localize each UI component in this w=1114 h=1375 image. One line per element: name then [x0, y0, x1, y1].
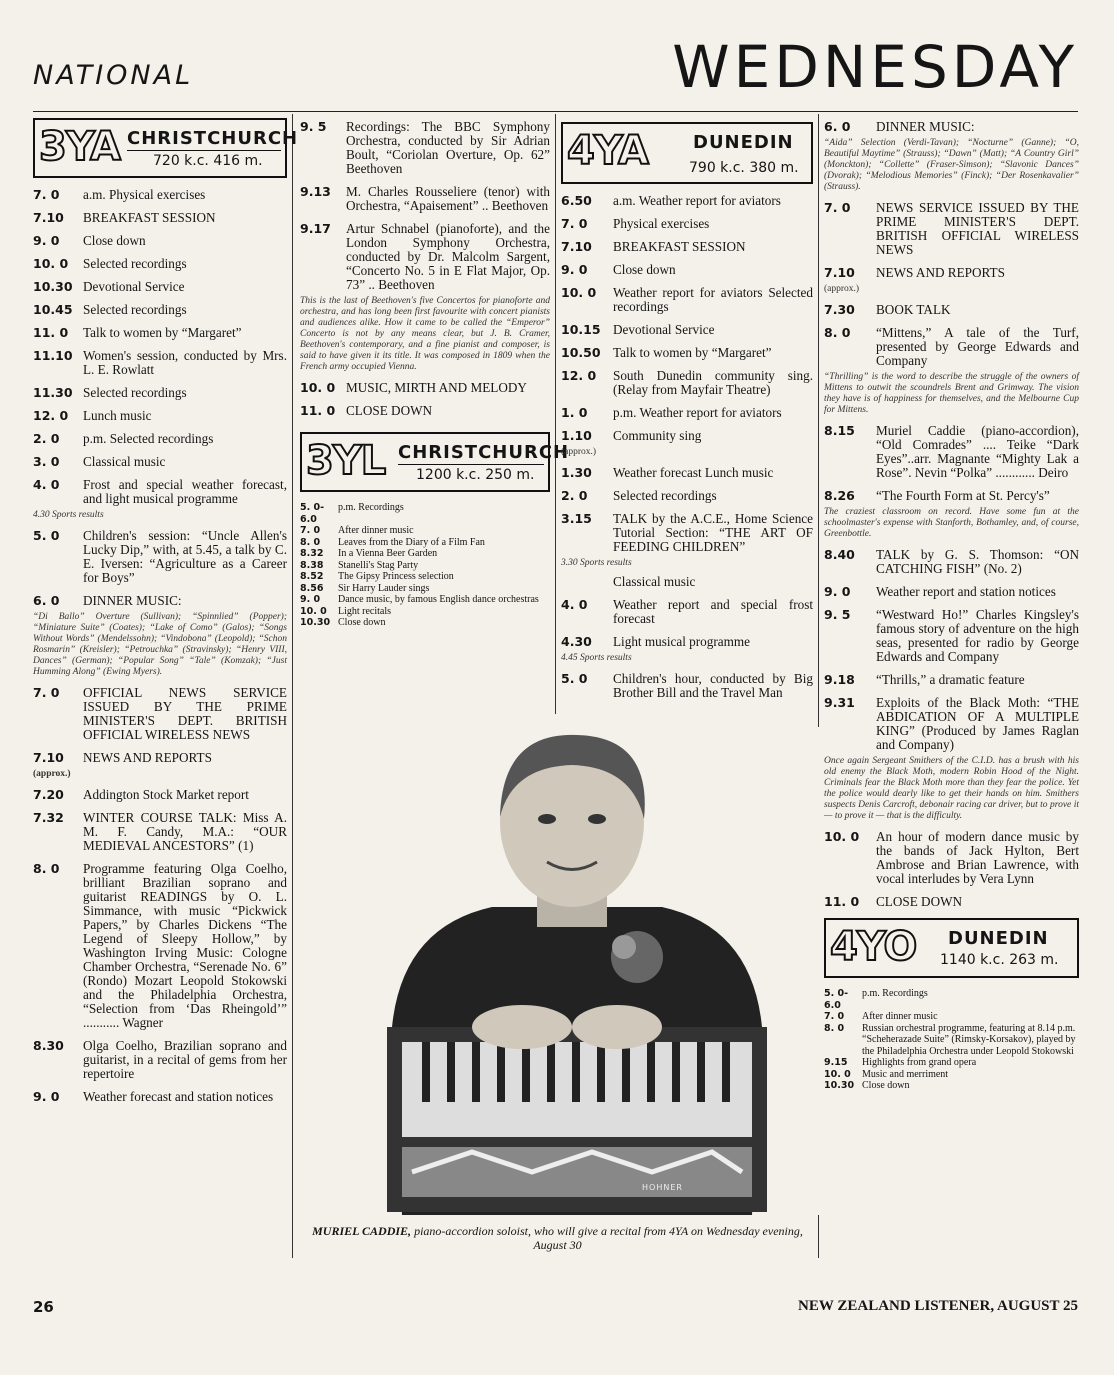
program-time: 6. 0 — [33, 593, 60, 608]
program-title: a.m. Physical exercises — [83, 187, 206, 202]
station-city: DUNEDIN — [693, 132, 794, 153]
approx-note: (approx.) — [824, 284, 860, 294]
program-title: Leaves from the Diary of a Film Fan — [338, 536, 485, 548]
program-title: Weather report and station notices — [876, 584, 1056, 599]
column-4ya-continued — [824, 120, 1079, 1092]
program-entry — [561, 217, 813, 231]
program-entry — [561, 672, 813, 700]
program-time: 4. 0 — [33, 477, 60, 492]
program-time: 8.30 — [33, 1038, 64, 1053]
program-entry — [33, 257, 287, 271]
program-list — [824, 201, 1079, 280]
muriel-caddie-photo — [332, 727, 820, 1215]
column-divider — [555, 114, 556, 714]
program-entry — [33, 751, 287, 765]
program-time: 11. 0 — [33, 325, 69, 340]
program-entry — [33, 386, 287, 400]
program-time: 10. 0 — [33, 256, 69, 271]
program-entry — [561, 429, 813, 443]
program-time: 10.50 — [561, 345, 601, 360]
station-box-3ya — [33, 118, 299, 178]
program-time: 7.10 — [824, 265, 855, 280]
program-entry — [33, 1039, 287, 1081]
program-entry — [824, 266, 1079, 280]
program-time: 10. 0 — [824, 1068, 851, 1080]
program-entry — [300, 381, 550, 395]
program-entry — [561, 240, 813, 254]
program-time: 8.38 — [300, 559, 324, 571]
program-time: 7.30 — [824, 302, 855, 317]
program-entry — [33, 303, 287, 317]
program-time: 9.18 — [824, 672, 855, 687]
small-program-entry — [300, 594, 550, 606]
program-time: 11. 0 — [824, 894, 860, 909]
program-time: 8. 0 — [824, 1022, 845, 1034]
program-time: 8. 0 — [300, 536, 321, 548]
program-title: p.m. Recordings — [338, 502, 404, 513]
program-title: Programme featuring Olga Coelho, brilliant Brazilian soprano and guitarist READINGS by O. L. Simmance, with music “Pickwick Papers,” by Charles Dickens “The Legend of Sleepy Hollow,” by Washington Irving Music: Cologne Chamber Orchestra, “Serenade No. 6” (Rondo) Mozart Leopold Stokowski and the Philadelphia Orchestra, “Selection from ‘Das Rheingold’” ........... Wagner — [83, 861, 287, 1030]
program-title: Women's session, conducted by Mrs. L. E. Rowlatt — [83, 348, 287, 377]
program-title: Close down — [338, 617, 386, 628]
program-time: 7.10 — [33, 210, 64, 225]
program-time: 3. 0 — [33, 454, 60, 469]
program-time: 8.26 — [824, 488, 855, 503]
header-rule — [33, 111, 1078, 112]
program-title: CLOSE DOWN — [346, 403, 433, 418]
program-time: 9.13 — [300, 184, 331, 199]
program-entry — [33, 326, 287, 340]
program-time: 8.32 — [300, 548, 324, 559]
program-time: 10. 0 — [561, 285, 597, 300]
program-time: 10.30 — [824, 1080, 855, 1091]
dinner-music-note: “Di Ballo” Overture (Sullivan); “Spinnlied” (Popper); “Miniature Suite” (Coates); “Lake of Como” (Galos); “Songs Without Words” (Mendelssohn); “Vindobona” (Leopold); “Schon Rosmarin” (Kreisler); “Petrouchka” (Stravinsky); “Henry VIII, Dances” (German); “Popular Song” “Tale” (Komzak); “Just Humming Along” (Ewing Myers). — [33, 612, 287, 677]
program-list — [824, 303, 1079, 368]
program-time: 11.30 — [33, 385, 73, 400]
program-entry — [33, 211, 287, 225]
program-time: 12. 0 — [561, 368, 597, 383]
station-rule — [127, 150, 281, 151]
station-callsign: 3YA — [39, 124, 120, 170]
program-time: 5. 0 — [33, 528, 60, 543]
program-entry — [33, 234, 287, 248]
small-program-entry — [824, 988, 1079, 1011]
program-title: Exploits of the Black Moth: “THE ABDICATION OF A MULTIPLE KING” (Produced by James Raglan and Company) — [876, 695, 1079, 752]
program-entry — [824, 201, 1079, 257]
column-4ya — [561, 122, 813, 709]
publication-line: NEW ZEALAND LISTENER, AUGUST 25 — [798, 1298, 1078, 1314]
program-time: 9. 5 — [300, 119, 327, 134]
program-title: M. Charles Rousseliere (tenor) with Orchestra, “Apaisement” .. Beethoven — [346, 184, 550, 213]
day-heading: WEDNESDAY — [672, 33, 1078, 101]
program-title: “Mittens,” A tale of the Turf, presented by George Edwards and Company — [876, 325, 1079, 368]
program-title: Weather report and special frost forecast — [613, 597, 813, 626]
program-time: 8. 0 — [33, 861, 60, 876]
program-title: WINTER COURSE TALK: Miss A. M. F. Candy, M.A.: “OUR MEDIEVAL ANCESTORS” (1) — [83, 810, 287, 853]
small-program-entry — [300, 548, 550, 560]
program-time: 7.10 — [561, 239, 592, 254]
program-entry — [824, 895, 1079, 909]
program-list — [33, 188, 287, 506]
program-list — [33, 529, 287, 608]
program-title: Close down — [862, 1080, 910, 1091]
station-frequency: 1200 k.c. 250 m. — [416, 467, 535, 483]
small-program-entry — [300, 502, 550, 525]
program-list — [561, 194, 813, 443]
program-entry — [824, 608, 1079, 664]
approx-note: (approx.) — [561, 447, 597, 457]
small-program-entry — [300, 606, 550, 618]
program-entry — [300, 404, 550, 418]
station-rule — [398, 464, 544, 465]
concerto-note: This is the last of Beethoven's five Concertos for pianoforte and orchestra, and has long been first favourite with concert pianists and audiences alike. How it came to be called the “Emperor” Concerto is not by any means clear, but J. B. Cramer, Beethoven's contemporary, and a fine pianist and composer, is said to have given it its title. It was composed in 1809 when the French army occupied Vienna. — [300, 296, 550, 372]
caption-text: piano-accordion soloist, who will give a recital from 4YA on Wednesday evening, August 30 — [414, 1224, 803, 1252]
program-title: p.m. Weather report for aviators — [613, 405, 782, 420]
program-title: “Westward Ho!” Charles Kingsley's famous story of adventure on the high seas, presented for radio by George Edwards and Company — [876, 607, 1079, 664]
small-program-entry — [824, 1011, 1079, 1023]
program-time: 5. 0-6.0 — [300, 502, 325, 525]
sports-note: 3.30 Sports results — [561, 558, 632, 568]
program-title: Weather forecast and station notices — [83, 1089, 274, 1104]
program-title: CLOSE DOWN — [876, 894, 963, 909]
station-city: DUNEDIN — [948, 928, 1049, 949]
small-program-entry — [300, 560, 550, 572]
program-title: Russian orchestral programme, featuring at 8.14 p.m. “Scheherazade Suite” (Rimsky-Korsakov), played by the Philadelphia Orchestra under Leopold Stokowski — [862, 1022, 1076, 1057]
small-program-entry — [824, 1080, 1079, 1092]
program-time: 6.50 — [561, 193, 592, 208]
column-divider — [292, 114, 293, 1258]
program-title: Recordings: The BBC Symphony Orchestra, conducted by Sir Adrian Boult, “Coriolan Overture, Op. 62” Beethoven — [346, 119, 550, 176]
program-title: Stanelli's Stag Party — [338, 559, 419, 571]
station-box-3yl — [300, 432, 570, 492]
program-entry — [33, 455, 287, 469]
program-title: BREAKFAST SESSION — [613, 239, 746, 254]
program-time: 4.30 — [561, 634, 592, 649]
program-title: Talk to women by “Margaret” — [83, 325, 242, 340]
program-title: OFFICIAL NEWS SERVICE ISSUED BY THE PRIME MINISTER'S DEPT. BRITISH OFFICIAL WIRELESS NEWS — [83, 685, 287, 742]
program-title: The Gipsy Princess selection — [338, 571, 454, 582]
program-time: 9. 0 — [300, 594, 321, 605]
program-title: Selected recordings — [83, 385, 187, 400]
program-title: Children's session: “Uncle Allen's Lucky Dip,” with, at 5.45, a talk by C. E. Iversen: “Agriculture as a Career for Boys” — [83, 528, 287, 585]
program-list — [33, 686, 287, 765]
small-program-entry — [300, 617, 550, 629]
program-time: 2. 0 — [33, 431, 60, 446]
program-entry — [561, 194, 813, 208]
program-time: 7. 0 — [300, 525, 321, 536]
program-time: 9.15 — [824, 1057, 848, 1068]
program-time: 9. 0 — [33, 233, 60, 248]
program-title: TALK by G. S. Thomson: “ON CATCHING FISH” (No. 2) — [876, 547, 1079, 576]
program-title: Highlights from grand opera — [862, 1057, 977, 1068]
program-time: 12. 0 — [33, 408, 69, 423]
program-list — [561, 466, 813, 554]
program-time: 10.15 — [561, 322, 601, 337]
program-time: 8. 0 — [824, 325, 851, 340]
program-time: 7. 0 — [561, 216, 588, 231]
program-title: An hour of modern dance music by the bands of Jack Hylton, Bert Ambrose and Brian Lawrence, with vocal interludes by Vera Lynn — [876, 829, 1079, 886]
photo-illustration — [332, 727, 820, 1215]
black-moth-note: Once again Sergeant Smithers of the C.I.D. has a brush with his old enemy the Black Moth, modern Robin Hood of the Night. Criminals fear the Black Moth more than they fear the police. Yet the police would dearly like to get their hands on him. Smithers suspects Denis Carcroft, debonair racing car driver, but to prove it — to prove it — that is the difficulty. — [824, 756, 1079, 821]
program-title: Lunch music — [83, 408, 152, 423]
program-entry — [561, 369, 813, 397]
program-title: Light recitals — [338, 605, 392, 617]
program-title: Children's hour, conducted by Big Brother Bill and the Travel Man — [613, 671, 813, 700]
program-time: 3.15 — [561, 511, 592, 526]
program-entry — [824, 585, 1079, 599]
approx-note: (approx.) — [33, 769, 71, 779]
program-time: 9.31 — [824, 695, 855, 710]
station-frequency: 1140 k.c. 263 m. — [940, 952, 1059, 968]
program-time: 10. 0 — [300, 605, 327, 617]
program-entry — [824, 120, 1079, 134]
program-time: 9. 0 — [33, 1089, 60, 1104]
dinner-music-note: “Aida” Selection (Verdi-Tavan); “Nocturne” (Ganne); “O, Beautiful Maytime” (Strauss); “Dawn” (Matt); “A Country Girl” (Monckton); “Collette” (Fraser-Simson); “Slavonic Dances” (Dvorak); “Melodious Memories” (Finck); “Der Rosenkavalier” (Strauss). — [824, 138, 1079, 192]
program-time: 11. 0 — [300, 403, 336, 418]
sports-note: 4.30 Sports results — [33, 510, 104, 520]
program-entry — [561, 598, 813, 626]
program-title: Olga Coelho, Brazilian soprano and guitarist, in a recital of gems from her repertoire — [83, 1038, 287, 1081]
program-title: DINNER MUSIC: — [83, 593, 182, 608]
program-entry — [824, 303, 1079, 317]
program-time: 6. 0 — [824, 119, 851, 134]
program-entry — [33, 349, 287, 377]
station-callsign: 4YO — [830, 924, 917, 970]
program-title: MUSIC, MIRTH AND MELODY — [346, 380, 527, 395]
program-entry — [33, 1090, 287, 1104]
program-entry — [561, 466, 813, 480]
program-time: 9. 0 — [561, 262, 588, 277]
program-time: 8.56 — [300, 582, 324, 594]
station-box-4ya — [561, 122, 813, 184]
program-entry — [33, 478, 287, 506]
program-title: Selected recordings — [83, 256, 187, 271]
program-list — [561, 672, 813, 700]
program-time: 7. 0 — [824, 1011, 845, 1022]
program-title: TALK by the A.C.E., Home Science Tutorial Section: “THE ART OF FEEDING CHILDREN” — [613, 511, 813, 554]
program-title: a.m. Weather report for aviators — [613, 193, 781, 208]
program-time: 1.10 — [561, 428, 592, 443]
column-3ya — [33, 118, 299, 1113]
program-time: 8.40 — [824, 547, 855, 562]
program-time: 7. 0 — [824, 200, 851, 215]
program-time: 9. 0 — [824, 584, 851, 599]
small-program-entry — [824, 1023, 1079, 1058]
program-list — [824, 548, 1079, 752]
section-heading: NATIONAL — [33, 60, 194, 91]
program-title: Talk to women by “Margaret” — [613, 345, 772, 360]
program-title: Devotional Service — [83, 279, 185, 294]
program-time: 8.52 — [300, 571, 324, 582]
program-title: In a Vienna Beer Garden — [338, 548, 438, 559]
program-title: Weather report for aviators Selected recordings — [613, 285, 813, 314]
station-box-4yo — [824, 918, 1079, 978]
program-entry — [824, 830, 1079, 886]
program-time: 8.15 — [824, 423, 855, 438]
program-entry — [824, 673, 1079, 687]
program-entry — [33, 188, 287, 202]
program-title: “The Fourth Form at St. Percy's” — [876, 488, 1050, 503]
program-entry — [561, 263, 813, 277]
program-entry — [824, 696, 1079, 752]
mittens-note: “Thrilling” is the word to describe the struggle of the owners of Mittens to outwit the scoundrels Brent and Grimway. The vision they have is of happiness for themselves, and the Melbourne Cup for Mittens. — [824, 372, 1079, 415]
program-entry — [561, 489, 813, 503]
accordion-brand: HOHNER — [642, 1183, 683, 1192]
small-program-entry — [300, 525, 550, 537]
program-list — [300, 120, 550, 292]
program-list — [300, 381, 550, 418]
program-entry — [300, 185, 550, 213]
small-program-list — [824, 988, 1079, 1092]
program-title: BOOK TALK — [876, 302, 951, 317]
fourth-form-note: The craziest classroom on record. Have some fun at the schoolmaster's expense with Stanforth, Bothamley, and, of course, Greenbottle. — [824, 507, 1079, 539]
program-entry — [33, 788, 287, 802]
program-entry — [300, 222, 550, 292]
program-title: DINNER MUSIC: — [876, 119, 975, 134]
program-title: p.m. Recordings — [862, 988, 928, 999]
program-time: 5. 0-6.0 — [824, 988, 849, 1011]
program-title: p.m. Selected recordings — [83, 431, 214, 446]
program-title: Artur Schnabel (pianoforte), and the London Symphony Orchestra, conducted by Dr. Malcolm Sargent, “Concerto No. 5 in E Flat Major, Op. 73” .. Beethoven — [346, 221, 550, 292]
program-title: Addington Stock Market report — [83, 787, 249, 802]
program-entry — [561, 346, 813, 360]
program-title: Close down — [83, 233, 146, 248]
program-time: 5. 0 — [561, 671, 588, 686]
program-entry — [33, 594, 287, 608]
program-title: NEWS AND REPORTS — [83, 750, 212, 765]
program-time: 1.30 — [561, 465, 592, 480]
program-title: After dinner music — [338, 525, 414, 536]
program-entry — [33, 811, 287, 853]
program-time: 7.32 — [33, 810, 64, 825]
program-time: 10.45 — [33, 302, 73, 317]
program-list — [824, 424, 1079, 503]
program-entry — [33, 280, 287, 294]
station-city: CHRISTCHURCH — [398, 442, 570, 463]
program-entry — [561, 635, 813, 649]
program-title: Devotional Service — [613, 322, 715, 337]
program-entry — [33, 409, 287, 423]
program-time: 9.17 — [300, 221, 331, 236]
program-title: Muriel Caddie (piano-accordion), “Old Comrades” .... Teike “Dark Eyes”..arr. Magnante “Mighty Lak a Rose”. Nevin “Polka” ............ Deiro — [876, 423, 1079, 480]
program-time: 4. 0 — [561, 597, 588, 612]
program-entry — [33, 686, 287, 742]
program-time: 10. 0 — [300, 380, 336, 395]
program-title: Classical music — [83, 454, 166, 469]
station-frequency: 790 k.c. 380 m. — [689, 160, 799, 176]
program-title: Weather forecast Lunch music — [613, 465, 774, 480]
program-time: 7. 0 — [33, 187, 60, 202]
program-title: South Dunedin community sing. (Relay from Mayfair Theatre) — [613, 368, 813, 397]
program-title: Dance music, by famous English dance orchestras — [338, 594, 539, 605]
program-time: 2. 0 — [561, 488, 588, 503]
program-list — [824, 120, 1079, 134]
station-city: CHRISTCHURCH — [127, 128, 299, 149]
program-list — [561, 598, 813, 649]
program-time: 10.30 — [33, 279, 73, 294]
program-entry: Classical music — [613, 574, 696, 589]
small-program-entry — [300, 571, 550, 583]
program-entry — [561, 323, 813, 337]
program-entry — [33, 529, 287, 585]
program-time: 10. 0 — [824, 829, 860, 844]
program-list — [33, 788, 287, 1104]
program-entry — [561, 286, 813, 314]
program-entry — [824, 424, 1079, 480]
program-title: BREAKFAST SESSION — [83, 210, 216, 225]
program-title: Music and merriment — [862, 1068, 949, 1080]
photo-caption — [300, 1224, 815, 1252]
program-title: Frost and special weather forecast, and light musical programme — [83, 477, 287, 506]
program-title: Community sing — [613, 428, 702, 443]
program-time: 7.20 — [33, 787, 64, 802]
program-title: Selected recordings — [613, 488, 717, 503]
program-entry — [33, 862, 287, 1030]
column-3ya-continued — [300, 119, 570, 629]
program-time: 11.10 — [33, 348, 73, 363]
program-title: “Thrills,” a dramatic feature — [876, 672, 1025, 687]
small-program-list — [300, 502, 550, 629]
program-time: 9. 5 — [824, 607, 851, 622]
program-title: Sir Harry Lauder sings — [338, 582, 430, 594]
program-title: NEWS SERVICE ISSUED BY THE PRIME MINISTER'S DEPT. BRITISH OFFICIAL WIRELESS NEWS — [876, 200, 1079, 257]
program-entry — [824, 326, 1079, 368]
caption-name: MURIEL CADDIE, — [312, 1224, 412, 1238]
program-entry — [824, 489, 1079, 503]
program-entry — [561, 512, 813, 554]
program-title: Selected recordings — [83, 302, 187, 317]
small-program-entry — [824, 1069, 1079, 1081]
station-frequency: 720 k.c. 416 m. — [153, 153, 263, 169]
station-callsign: 3YL — [306, 438, 386, 484]
program-time: 10.30 — [300, 617, 331, 628]
small-program-entry — [824, 1057, 1079, 1069]
program-title: NEWS AND REPORTS — [876, 265, 1005, 280]
program-entry — [300, 120, 550, 176]
program-title: Light musical programme — [613, 634, 750, 649]
program-title: Close down — [613, 262, 676, 277]
program-title: After dinner music — [862, 1011, 938, 1022]
sports-note: 4.45 Sports results — [561, 653, 632, 663]
program-time: 7. 0 — [33, 685, 60, 700]
small-program-entry — [300, 583, 550, 595]
program-title: Physical exercises — [613, 216, 710, 231]
small-program-entry — [300, 537, 550, 549]
program-time: 1. 0 — [561, 405, 588, 420]
program-entry — [824, 548, 1079, 576]
program-list — [824, 830, 1079, 909]
program-entry — [33, 432, 287, 446]
program-time: 7.10 — [33, 750, 64, 765]
station-callsign: 4YA — [567, 128, 648, 174]
page-number: 26 — [33, 1298, 54, 1316]
program-entry — [561, 406, 813, 420]
